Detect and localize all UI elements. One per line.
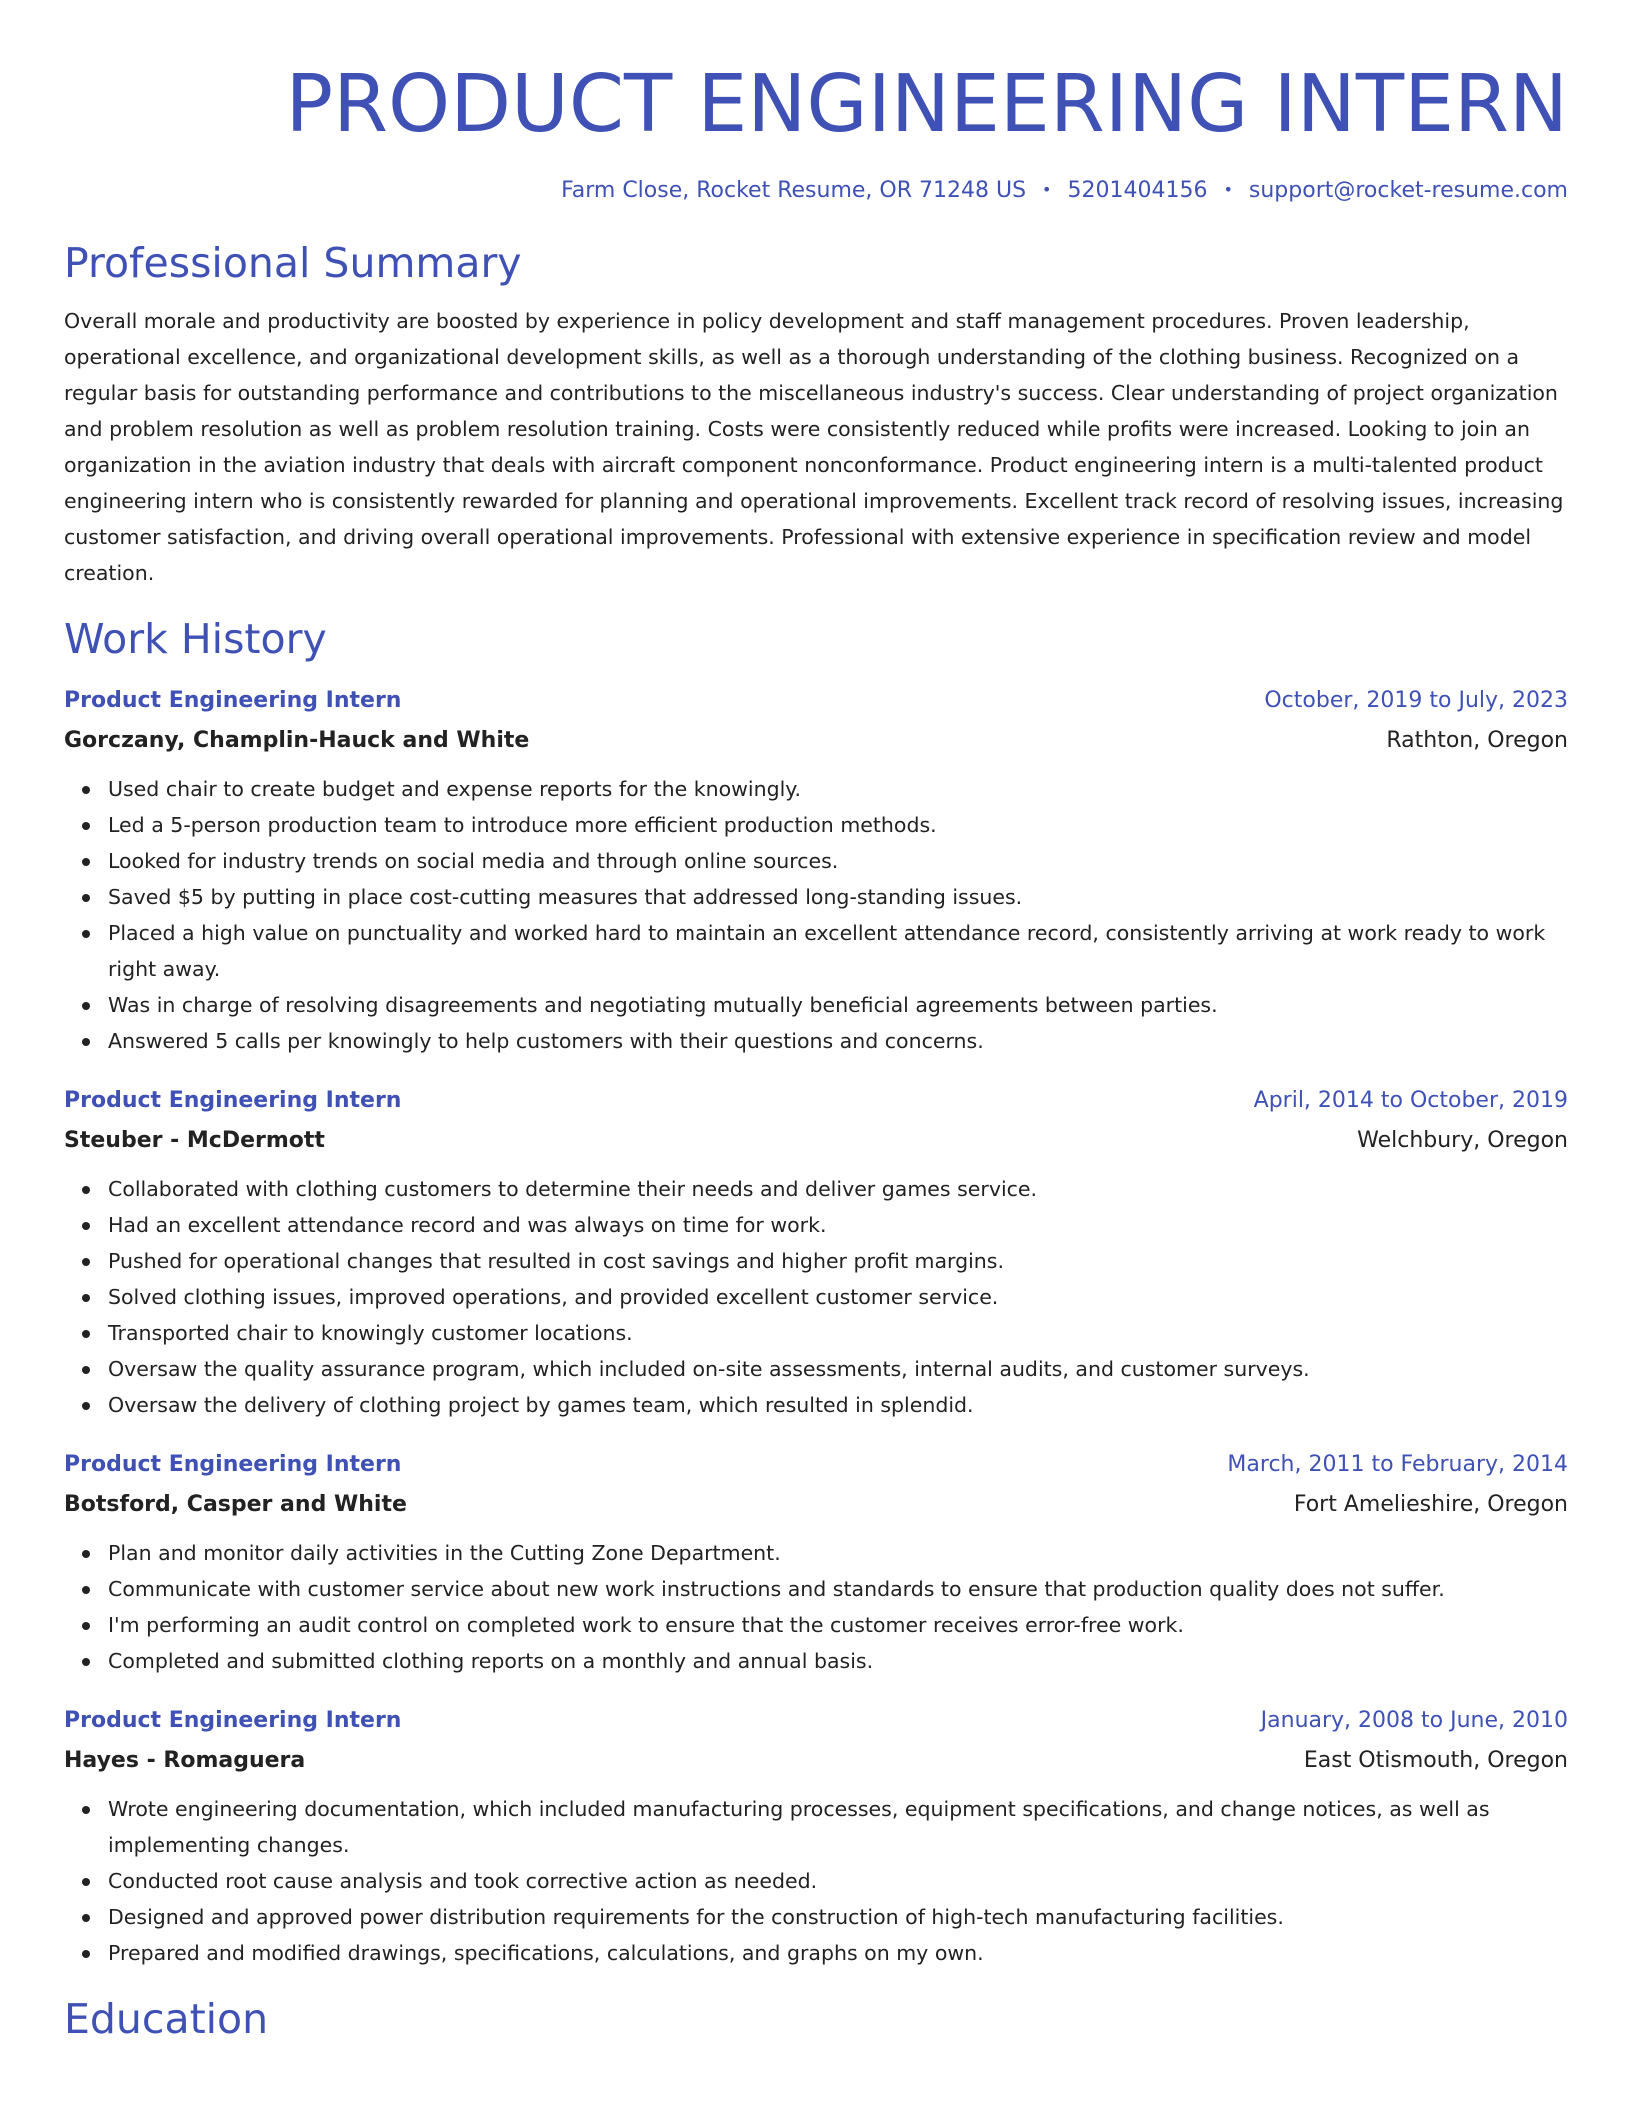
job-bullet-list [64,1535,1568,1679]
job-bullet-text: Plan and monitor daily activities in the Cutting Zone Department. [108,1541,781,1565]
job-title: Product Engineering Intern [64,1708,402,1733]
contact-line [64,174,1568,207]
bullet-dot-icon [82,786,90,794]
job-bullet-item [108,1279,1568,1315]
job-bullet-item [108,1935,1568,1971]
job-bullet-text: Prepared and modified drawings, specifications, calculations, and graphs on my own. [108,1941,984,1965]
job-bullet-item [108,1607,1568,1643]
job-bullet-text: Collaborated with clothing customers to determine their needs and deliver games service. [108,1177,1038,1201]
job-header-row [64,1703,1568,1739]
bullet-dot-icon [82,1402,90,1410]
job-dates: March, 2011 to February, 2014 [1227,1452,1568,1477]
work-history-heading: Work History [64,615,327,663]
bullet-dot-icon [82,1366,90,1374]
job-bullet-text: Used chair to create budget and expense reports for the knowingly. [108,777,802,801]
job-header-row [64,1083,1568,1119]
job-company-row [64,1123,1568,1159]
job-entry [64,1703,1568,1971]
job-company: Gorczany, Champlin-Hauck and White [64,728,530,753]
job-dates: October, 2019 to July, 2023 [1264,688,1568,713]
job-company-row [64,1487,1568,1523]
work-history-list [64,683,1568,1971]
job-bullet-text: Placed a high value on punctuality and worked hard to maintain an excellent attendance record, consistently arriving at work ready to work right away. [108,921,1546,981]
job-bullet-item [108,987,1568,1023]
job-bullet-text: Designed and approved power distribution requirements for the construction of high-tech manufacturing facilities. [108,1905,1284,1929]
job-bullet-item [108,1207,1568,1243]
job-bullet-item [108,879,1568,915]
job-entry [64,1447,1568,1679]
job-location: East Otismouth, Oregon [1303,1748,1568,1773]
job-company: Steuber - McDermott [64,1128,325,1153]
job-bullet-item [108,1899,1568,1935]
job-bullet-item [108,1535,1568,1571]
contact-email[interactable]: support@rocket-resume.com [1248,178,1568,203]
job-location: Fort Amelieshire, Oregon [1293,1492,1568,1517]
job-bullet-item [108,1171,1568,1207]
bullet-dot-icon [82,1586,90,1594]
bullet-dot-icon [82,1806,90,1814]
job-company: Hayes - Romaguera [64,1748,306,1773]
contact-separator: • [1042,180,1052,199]
job-bullet-text: Completed and submitted clothing reports on a monthly and annual basis. [108,1649,874,1673]
bullet-dot-icon [82,1622,90,1630]
bullet-dot-icon [82,1330,90,1338]
job-header-row [64,1447,1568,1483]
contact-phone: 5201404156 [1067,178,1208,203]
bullet-dot-icon [82,1038,90,1046]
job-bullet-item [108,1387,1568,1423]
summary-heading: Professional Summary [64,239,522,287]
job-title: Product Engineering Intern [64,688,402,713]
bullet-dot-icon [82,1186,90,1194]
bullet-dot-icon [82,1294,90,1302]
bullet-dot-icon [82,858,90,866]
bullet-dot-icon [82,930,90,938]
job-location: Rathton, Oregon [1386,728,1568,753]
job-bullet-text: Communicate with customer service about new work instructions and standards to ensure that production quality does not suffer. [108,1577,1445,1601]
job-bullet-text: Oversaw the delivery of clothing project by games team, which resulted in splendid. [108,1393,974,1417]
job-bullet-item [108,1863,1568,1899]
job-bullet-list [64,771,1568,1059]
job-bullet-text: Solved clothing issues, improved operations, and provided excellent customer service. [108,1285,999,1309]
job-bullet-text: Transported chair to knowingly customer locations. [108,1321,633,1345]
bullet-dot-icon [82,1258,90,1266]
bullet-dot-icon [82,1658,90,1666]
job-header-row [64,683,1568,719]
bullet-dot-icon [82,1878,90,1886]
job-bullet-text: Saved $5 by putting in place cost-cutting measures that addressed long-standing issues. [108,885,1023,909]
job-bullet-item [108,1023,1568,1059]
contact-separator: • [1223,180,1233,199]
contact-address: Farm Close, Rocket Resume, OR 71248 US [561,178,1027,203]
bullet-dot-icon [82,1914,90,1922]
job-location: Welchbury, Oregon [1357,1128,1568,1153]
summary-text: Overall morale and productivity are boosted by experience in policy development and staff management procedures. Proven leadership, operational excellence, and organizational development skills, as well as a thorough understanding of the clothing business. Recognized on a regular basis for outstanding performance and contributions to the miscellaneous industry's success. Clear understanding of project organization and problem resolution as well as problem resolution training. Costs were consistently reduced while profits were increased. Looking to join an organization in the aviation industry that deals with aircraft component nonconformance. Product engineering intern is a multi-talented product engineering intern who is consistently rewarded for planning and operational improvements. Excellent track record of resolving issues, increasing customer satisfaction, and driving overall operational improvements. Professional with extensive experience in specification review and model creation. [64,309,1564,585]
bullet-dot-icon [82,822,90,830]
resume-title: PRODUCT ENGINEERING INTERN [285,58,1568,150]
bullet-dot-icon [82,1950,90,1958]
bullet-dot-icon [82,1002,90,1010]
job-entry [64,683,1568,1059]
job-bullet-text: Oversaw the quality assurance program, which included on-site assessments, internal audits, and customer surveys. [108,1357,1310,1381]
job-bullet-text: Conducted root cause analysis and took corrective action as needed. [108,1869,818,1893]
job-company-row [64,1743,1568,1779]
job-company-row [64,723,1568,759]
job-title: Product Engineering Intern [64,1088,402,1113]
job-dates: April, 2014 to October, 2019 [1253,1088,1568,1113]
job-bullet-list [64,1171,1568,1423]
job-bullet-text: Wrote engineering documentation, which included manufacturing processes, equipment specifications, and change notices, as well as implementing changes. [108,1797,1490,1857]
bullet-dot-icon [82,1222,90,1230]
resume-page [64,0,1568,2045]
job-bullet-item [108,843,1568,879]
job-bullet-text: Pushed for operational changes that resulted in cost savings and higher profit margins. [108,1249,1004,1273]
bullet-dot-icon [82,894,90,902]
job-entry [64,1083,1568,1423]
bullet-dot-icon [82,1550,90,1558]
job-dates: January, 2008 to June, 2010 [1260,1708,1568,1733]
job-bullet-text: Had an excellent attendance record and was always on time for work. [108,1213,827,1237]
job-bullet-item [108,807,1568,843]
job-title: Product Engineering Intern [64,1452,402,1477]
job-bullet-text: Answered 5 calls per knowingly to help customers with their questions and concerns. [108,1029,984,1053]
job-bullet-list [64,1791,1568,1971]
job-bullet-item [108,1243,1568,1279]
job-bullet-item [108,915,1568,987]
job-bullet-text: Was in charge of resolving disagreements and negotiating mutually beneficial agreements between parties. [108,993,1218,1017]
job-bullet-text: I'm performing an audit control on completed work to ensure that the customer receives error-free work. [108,1613,1184,1637]
job-bullet-item [108,1791,1568,1863]
job-bullet-item [108,771,1568,807]
job-bullet-item [108,1643,1568,1679]
education-heading: Education [64,1995,269,2043]
job-bullet-item [108,1315,1568,1351]
job-bullet-text: Looked for industry trends on social media and through online sources. [108,849,839,873]
job-bullet-text: Led a 5-person production team to introduce more efficient production methods. [108,813,937,837]
job-bullet-item [108,1571,1568,1607]
job-company: Botsford, Casper and White [64,1492,407,1517]
job-bullet-item [108,1351,1568,1387]
